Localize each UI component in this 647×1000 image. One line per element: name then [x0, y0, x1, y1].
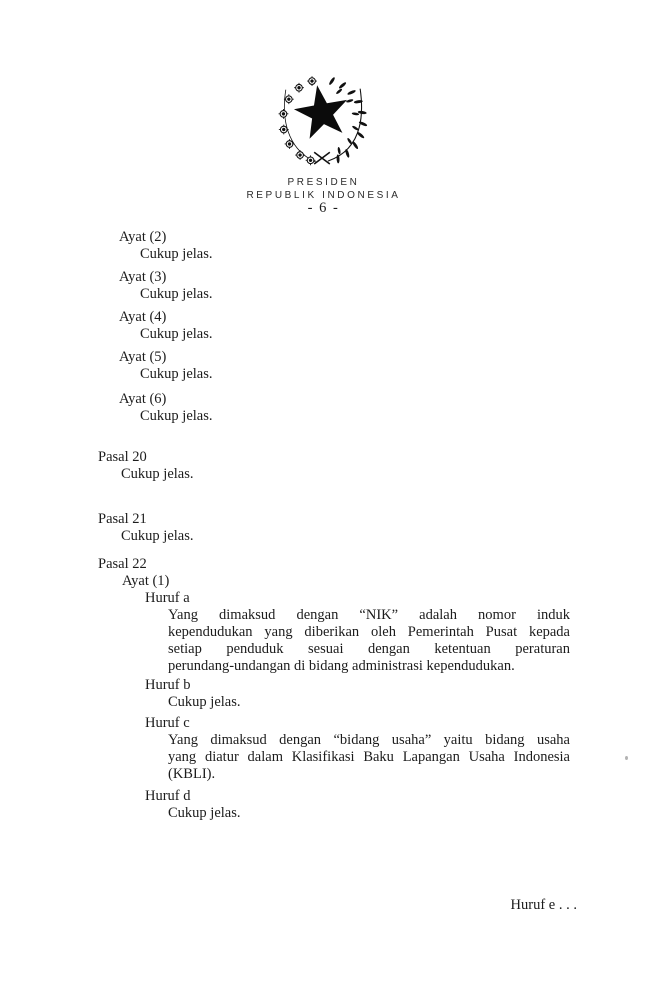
pasal-21-block: [98, 511, 194, 545]
ayat-label: Ayat (2): [119, 229, 167, 245]
text-line: setiap penduduk sesuai dengan ketentuan peraturan: [168, 641, 570, 657]
scan-speck: [625, 756, 628, 760]
letterhead-line2: REPUBLIK INDONESIA: [246, 190, 401, 201]
emblem-svg: [273, 76, 371, 166]
ayat-5-block: [119, 349, 213, 383]
huruf-c-text: [168, 732, 570, 783]
huruf-a-text: [168, 607, 570, 675]
star-icon: [294, 85, 347, 139]
pasal-label: Pasal 20: [98, 449, 147, 465]
continuation-catchword: Huruf e . . .: [510, 897, 577, 913]
letterhead-line1: PRESIDEN: [287, 177, 360, 188]
ayat-6-block: [119, 391, 213, 425]
ayat-body: Cukup jelas.: [140, 246, 213, 262]
pasal-body: Cukup jelas.: [121, 466, 194, 482]
huruf-d-label: Huruf d: [145, 788, 191, 804]
ayat-3-block: [119, 269, 213, 303]
ayat-body: Cukup jelas.: [140, 366, 213, 382]
text-line: Yang dimaksud dengan “bidang usaha” yaitu bidang usaha: [168, 732, 570, 748]
pasal-label: Pasal 22: [98, 556, 147, 572]
ayat-4-block: [119, 309, 213, 343]
ayat-label: Ayat (6): [119, 391, 167, 407]
page-number: - 6 -: [307, 200, 340, 216]
text-line: Yang dimaksud dengan “NIK” adalah nomor induk: [168, 607, 570, 623]
ayat-body: Cukup jelas.: [140, 326, 213, 342]
text-line: perundang-undangan di bidang administrasi kependudukan.: [168, 658, 515, 674]
text-line: (KBLI).: [168, 766, 216, 782]
huruf-b-body: Cukup jelas.: [168, 694, 241, 710]
ayat-1-label: Ayat (1): [122, 573, 170, 589]
ayat-body: Cukup jelas.: [140, 408, 213, 424]
pasal-body: Cukup jelas.: [121, 528, 194, 544]
text-line: yang diatur dalam Klasifikasi Baku Lapangan Usaha Indonesia: [168, 749, 570, 765]
huruf-b-label: Huruf b: [145, 677, 191, 693]
pasal-22-block: [98, 556, 570, 822]
pasal-20-block: [98, 449, 194, 483]
presidential-star-wreath-emblem: [273, 76, 371, 166]
wreath-left-blossoms: [279, 76, 317, 165]
huruf-c-label: Huruf c: [145, 715, 190, 731]
ayat-body: Cukup jelas.: [140, 286, 213, 302]
ayat-label: Ayat (5): [119, 349, 167, 365]
huruf-d-body: Cukup jelas.: [168, 805, 241, 821]
huruf-a-label: Huruf a: [145, 590, 190, 606]
ayat-label: Ayat (3): [119, 269, 167, 285]
wreath-crossed-stems: [314, 152, 330, 164]
ayat-label: Ayat (4): [119, 309, 167, 325]
pasal-label: Pasal 21: [98, 511, 147, 527]
text-line: kependudukan yang diberikan oleh Pemerintah Pusat kepada: [168, 624, 570, 640]
ayat-2-block: [119, 229, 213, 263]
